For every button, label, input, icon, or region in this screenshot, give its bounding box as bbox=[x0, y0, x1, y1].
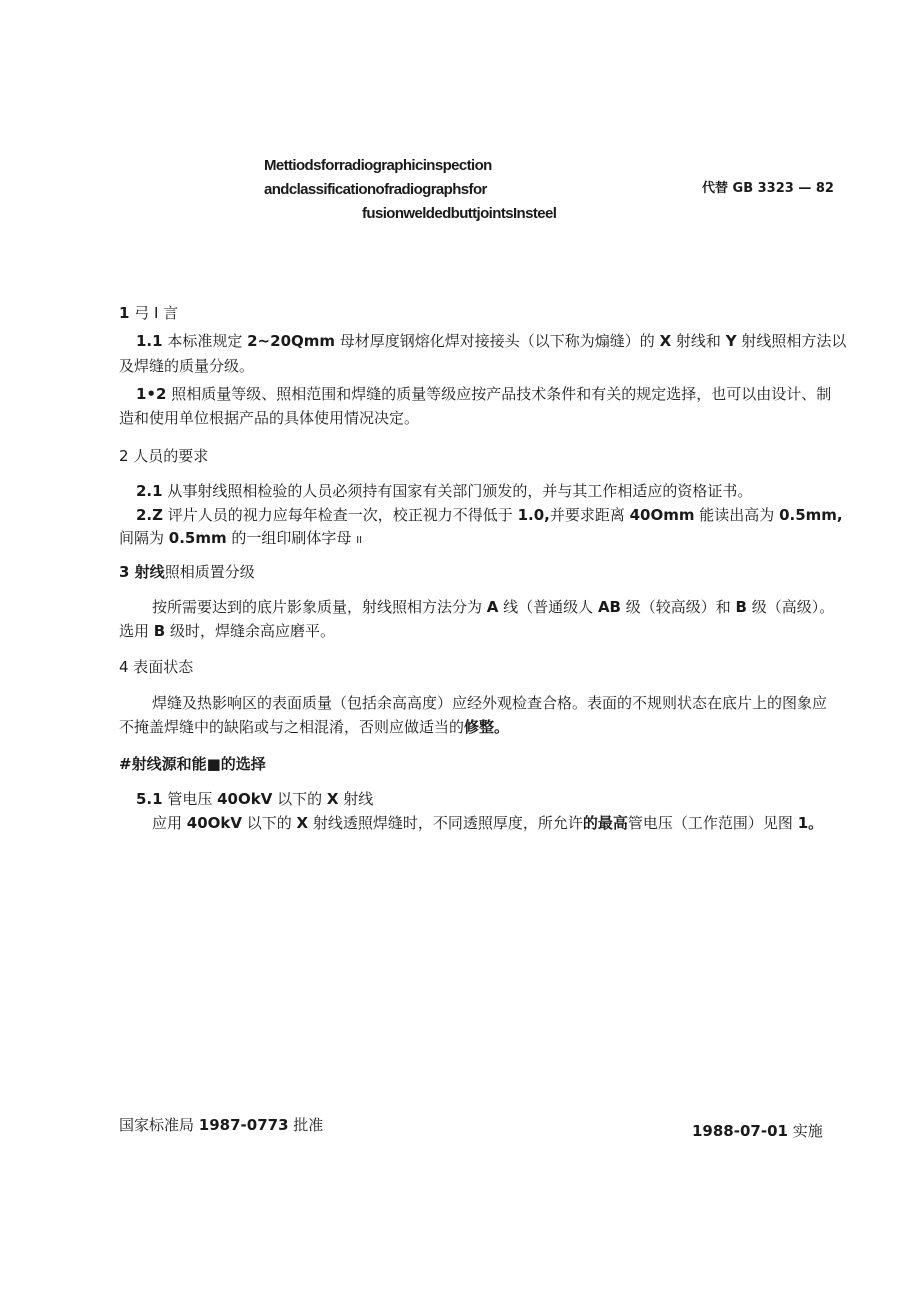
section-5-heading: #射线源和能■的选择 bbox=[119, 755, 266, 773]
english-title-line-3: fusionweldedbuttjointsInsteel bbox=[362, 205, 557, 222]
section-2-1: 2.1 从事射线照相检验的人员必须持有国家有关部门颁发的，并与其工作相适应的资格证书。 bbox=[136, 482, 753, 500]
section-4-line-2: 不掩盖焊缝中的缺陷或与之相混淆，否则应做适当的修整。 bbox=[119, 718, 510, 736]
section-5-1-text: 应用 40OkV 以下的 X 射线透照焊缝时，不同透照厚度，所允许的最高管电压（工作范围）见图 1。 bbox=[152, 814, 824, 832]
section-3-line-1: 按所需要达到的底片影象质量，射线照相方法分为 A 线（普通级人 AB 级（较高级）和 B 级（高级）。 bbox=[152, 598, 835, 616]
section-5-1-heading: 5.1 管电压 40OkV 以下的 X 射线 bbox=[136, 790, 374, 808]
section-2-2-line-1: 2.Z 评片人员的视力应每年检查一次，校正视力不得低于 1.0,并要求距离 40Omm 能读出高为 0.5mm, bbox=[136, 506, 843, 524]
section-1-1-line-2: 及焊缝的质量分级。 bbox=[119, 357, 255, 375]
section-2-heading: 2 人员的要求 bbox=[119, 447, 209, 465]
section-1-2-line-1: 1•2 照相质量等级、照相范围和焊缝的质量等级应按产品技术条件和有关的规定选择，也可以由设计、制 bbox=[136, 385, 832, 403]
english-title-line-1: Mettiodsforradiographicinspection bbox=[264, 157, 492, 174]
english-title-line-2: andclassificationofradiographsfor bbox=[264, 181, 487, 198]
replaces-standard: 代替 GB 3323 — 82 bbox=[702, 181, 834, 196]
section-1-2-line-2: 造和使用单位根据产品的具体使用情况决定。 bbox=[119, 409, 420, 427]
section-3-line-2: 选用 B 级时，焊缝余高应磨平。 bbox=[119, 622, 335, 640]
section-4-heading: 4 表面状态 bbox=[119, 658, 194, 676]
section-1-1-line-1: 1.1 本标准规定 2~20Qmm 母材厚度钢熔化焊对接接头（以下称为煽缝）的 X 射线和 Y 射线照相方法以 bbox=[136, 332, 847, 350]
section-1-heading: 1 弓 I 言 bbox=[119, 304, 179, 322]
section-2-2-line-2: 间隔为 0.5mm 的一组印刷体字母 II bbox=[119, 529, 363, 547]
section-3-heading: 3 射线照相质置分级 bbox=[119, 563, 255, 581]
effective-date: 1988-07-01 实施 bbox=[692, 1122, 823, 1140]
approval-info: 国家标准局 1987-0773 批准 bbox=[119, 1116, 324, 1134]
section-4-line-1: 焊缝及热影响区的表面质量（包括余高高度）应经外观检查合格。表面的不规则状态在底片上的图象应 bbox=[152, 694, 828, 712]
